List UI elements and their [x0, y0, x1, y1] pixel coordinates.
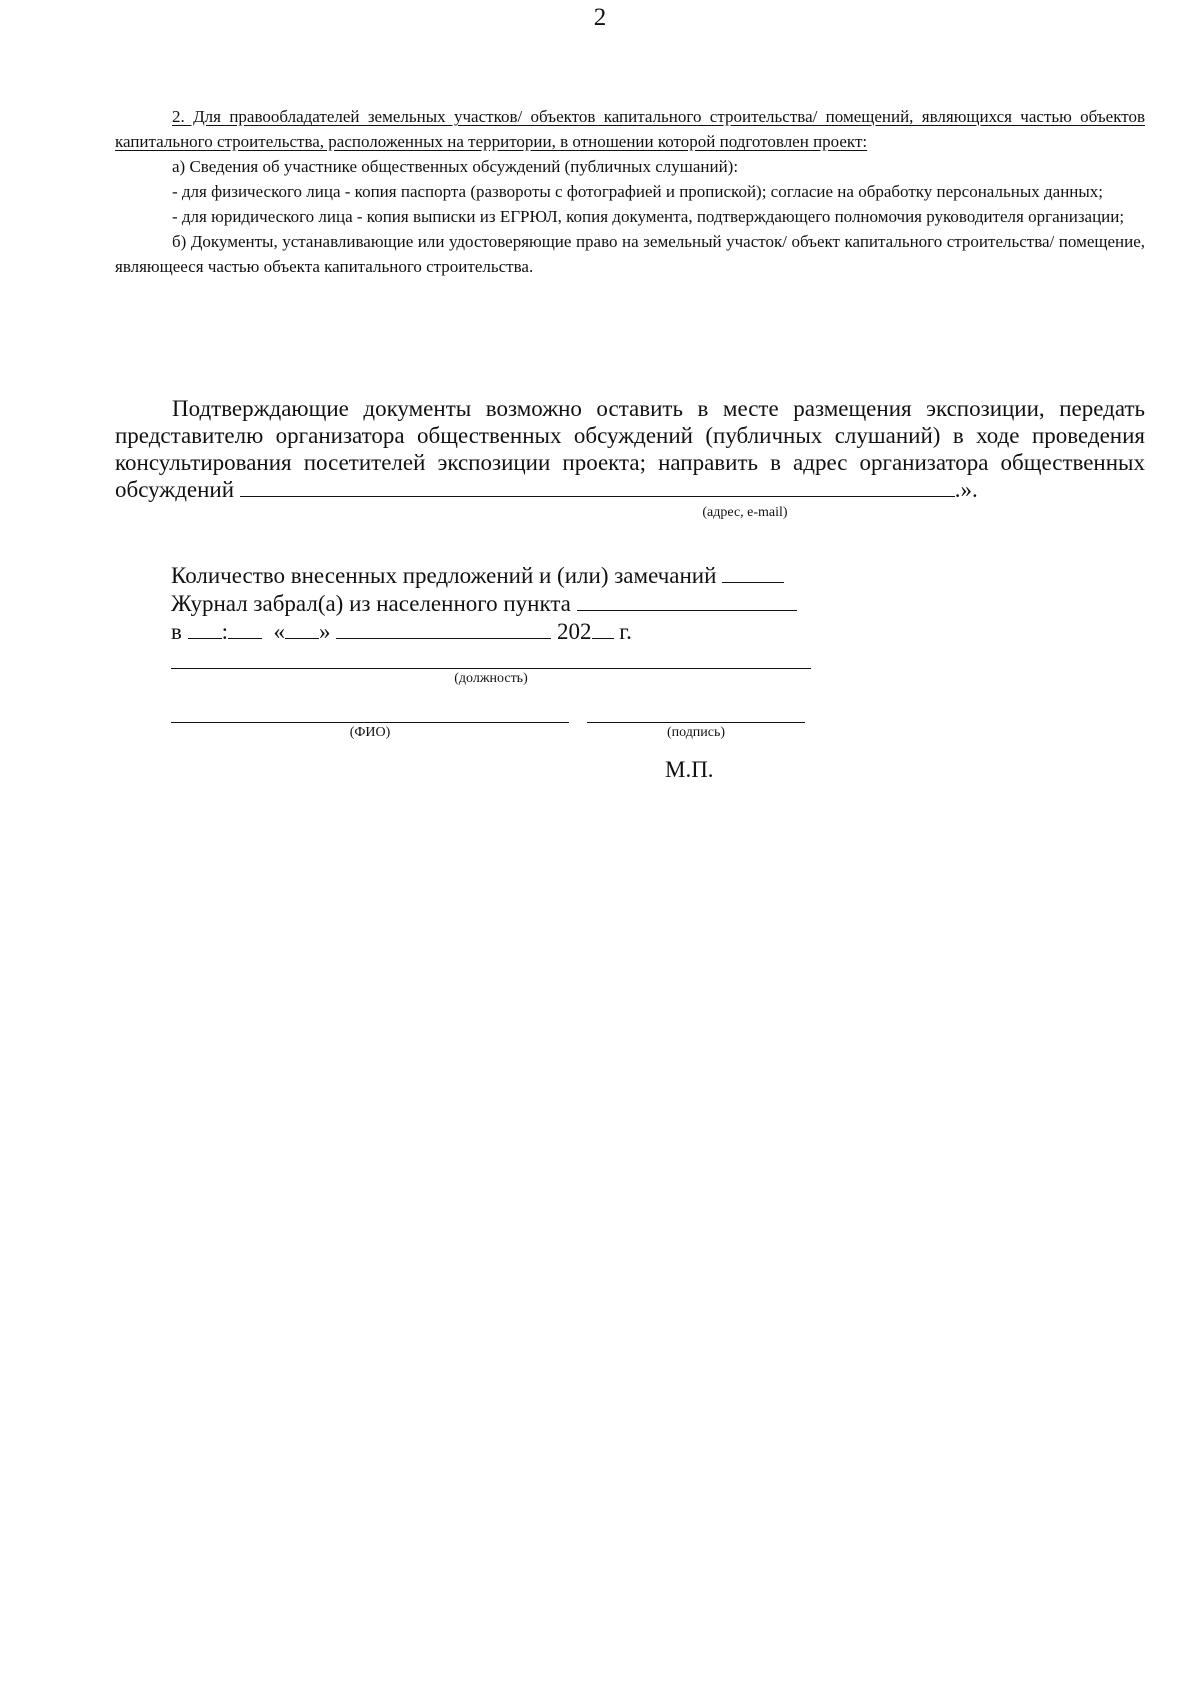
- month-blank: [336, 620, 551, 639]
- signature-caption: (подпись): [666, 725, 726, 740]
- item-b: б) Документы, устанавливающие или удостоверяющие право на земельный участок/ объект капитального строительства/ помещение, являющееся частью объекта капитального строительства.: [115, 232, 1145, 276]
- fio-caption: (ФИО): [349, 725, 391, 740]
- section-2-heading: 2. Для правообладателей земельных участков/ объектов капитального строительства/ помещений, являющихся частью объектов капитального строительства, расположенных на территории, в отношении которой подготовлен проект:: [115, 107, 1145, 151]
- taken-from-label: Журнал забрал(а) из населенного пункта: [171, 591, 571, 616]
- page-number: 2: [593, 4, 607, 31]
- hours-blank: [188, 620, 222, 639]
- section-2: [115, 104, 1145, 279]
- quote-open: «: [273, 619, 286, 644]
- proposals-count-label: Количество внесенных предложений и (или) замечаний: [171, 563, 717, 588]
- proposals-count-row: [171, 562, 784, 590]
- item-a-individual: - для физического лица - копия паспорта (развороты с фотографией и пропиской); согласие на обработку персональных данных;: [172, 182, 1104, 201]
- item-a: а) Сведения об участнике общественных обсуждений (публичных слушаний):: [172, 157, 739, 176]
- fio-line: [171, 722, 569, 723]
- proposals-count-blank: [722, 564, 784, 583]
- address-blank: [240, 478, 955, 497]
- settlement-blank: [577, 592, 797, 611]
- submission-paragraph: [115, 395, 1145, 503]
- address-caption: (адрес, e-mail): [702, 505, 788, 520]
- time-colon: :: [221, 619, 229, 644]
- taken-from-row: [171, 590, 797, 618]
- quote-close: »: [319, 619, 331, 644]
- position-line: [171, 668, 811, 669]
- stamp-place: М.П.: [665, 757, 714, 782]
- item-a-legal-entity: - для юридического лица - копия выписки из ЕГРЮЛ, копия документа, подтверждающего полномочия руководителя организации;: [172, 207, 1125, 226]
- submission-end: .».: [954, 477, 978, 502]
- year-blank: [592, 620, 614, 639]
- year-suffix: г.: [619, 619, 632, 644]
- year-prefix: 202: [557, 619, 592, 644]
- submission-text: Подтверждающие документы возможно оставить в месте размещения экспозиции, передать представителю организатора общественных обсуждений (публичных слушаний) в ходе проведения консультирования посетителей экспозиции проекта; направить в адрес организатора общественных обсуждений: [115, 396, 1145, 502]
- time-prefix: в: [171, 619, 182, 644]
- position-caption: (должность): [454, 671, 528, 686]
- minutes-blank: [228, 620, 262, 639]
- date-time-row: [171, 618, 632, 646]
- signature-line: [587, 722, 805, 723]
- day-blank: [285, 620, 319, 639]
